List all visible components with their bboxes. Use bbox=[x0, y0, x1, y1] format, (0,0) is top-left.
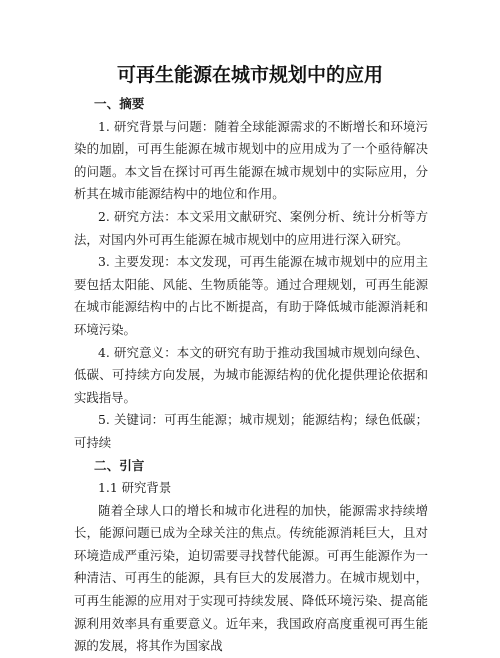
document-title: 可再生能源在城市规划中的应用 bbox=[116, 64, 383, 86]
abstract-paragraph-background: 1. 研究背景与问题：随着全球能源需求的不断增长和环境污染的加剧，可再生能源在城市规划中的应用成为了一个亟待解决的问题。本文旨在探讨可再生能源在城市规划中的实际应用，分析其在城市能源结构中的地位和作用。 bbox=[74, 118, 428, 202]
subheading-research-background: 1.1 研究背景 bbox=[98, 480, 172, 496]
abstract-paragraph-methods: 2. 研究方法：本文采用文献研究、案例分析、统计分析等方法，对国内外可再生能源在城市规划中的应用进行深入研究。 bbox=[74, 208, 428, 247]
section-heading-abstract: 一、摘要 bbox=[94, 96, 145, 111]
abstract-paragraph-keywords: 5. 关键词：可再生能源；城市规划；能源结构；绿色低碳；可持续 bbox=[74, 412, 428, 450]
abstract-paragraph-significance: 4. 研究意义：本文的研究有助于推动我国城市规划向绿色、低碳、可持续方向发展，为城市能源结构的优化提供理论依据和实践指导。 bbox=[74, 344, 428, 405]
section-heading-introduction: 二、引言 bbox=[94, 457, 145, 473]
document-body bbox=[74, 93, 428, 658]
introduction-paragraph: 随着全球人口的增长和城市化进程的加快，能源需求持续增长，能源问题已成为全球关注的焦点。传统能源消耗巨大，且对环境造成严重污染，迫切需要寻找替代能源。可再生能源作为一种清洁、可再生的能源，具有巨大的发展潜力。在城市规划中，可再生能源的应用对于实现可持续发展、降低环境污染、提高能源利用效率具有重要意义。近年来，我国政府高度重视可再生能源的发展，将其作为国家战 bbox=[74, 502, 428, 654]
abstract-paragraph-findings: 3. 主要发现：本文发现，可再生能源在城市规划中的应用主要包括太阳能、风能、生物质能等。通过合理规划，可再生能源在城市能源结构中的占比不断提高，有助于降低城市能源消耗和环境污染。 bbox=[74, 254, 428, 337]
